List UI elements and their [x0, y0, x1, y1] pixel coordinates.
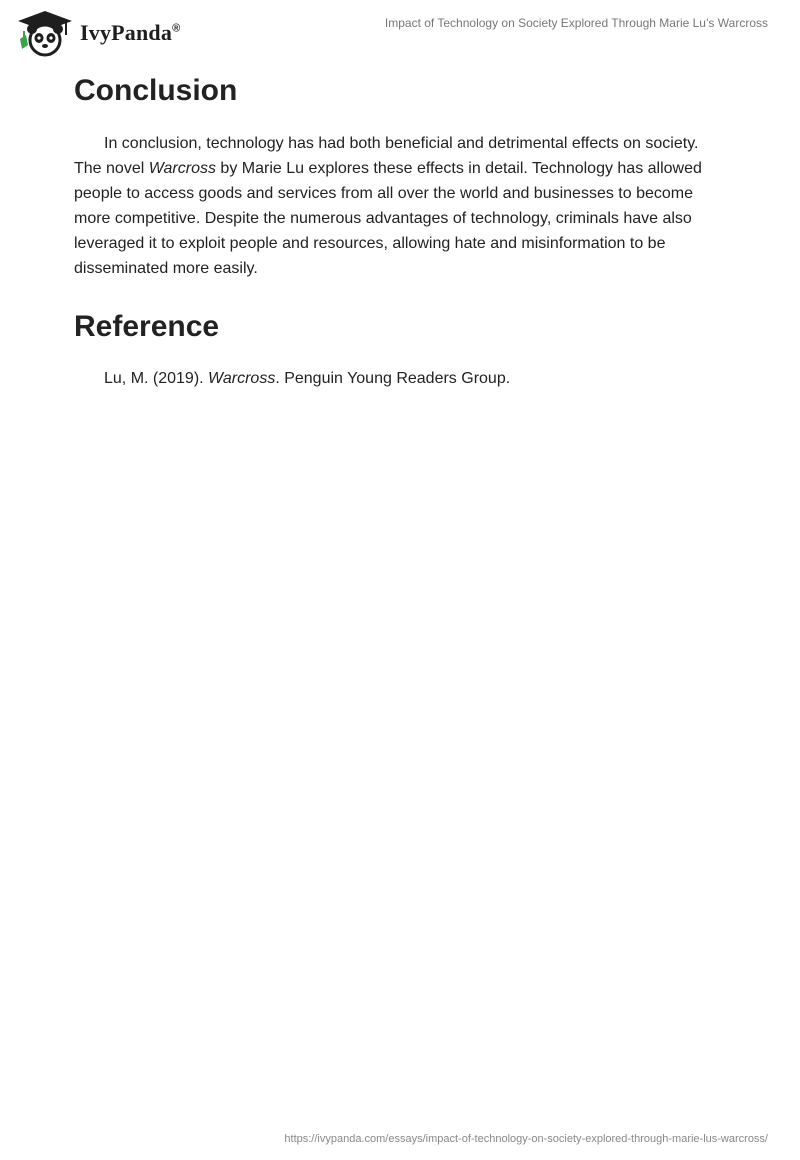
reference-entry: Lu, M. (2019). Warcross. Penguin Young Readers Group.	[104, 370, 511, 387]
registered-mark: ®	[172, 22, 181, 35]
conclusion-heading: Conclusion	[74, 74, 238, 107]
logo-text: IvyPanda®	[80, 20, 181, 45]
reference-title: Warcross	[208, 370, 276, 387]
footer-url-link[interactable]: https://ivypanda.com/essays/impact-of-technology-on-society-explored-through-marie-lus-warcross/	[284, 1133, 768, 1145]
panda-logo-icon	[16, 9, 74, 57]
logo[interactable]	[16, 8, 180, 58]
reference-heading: Reference	[74, 310, 220, 343]
conclusion-paragraph: In conclusion, technology has had both beneficial and detrimental effects on society. The novel Warcross by Marie Lu explores these effects in detail. Technology has allowed people to access goods and services from all over the world and businesses to become more competitive. Despite the numerous advantages of technology, criminals have also leveraged it to exploit people and resources, allowing hate and misinformation to be disseminated more easily.	[74, 135, 702, 277]
main-content	[74, 70, 724, 391]
novel-title: Warcross	[148, 160, 216, 177]
document-title: Impact of Technology on Society Explored Through Marie Lu’s Warcross	[384, 16, 768, 30]
